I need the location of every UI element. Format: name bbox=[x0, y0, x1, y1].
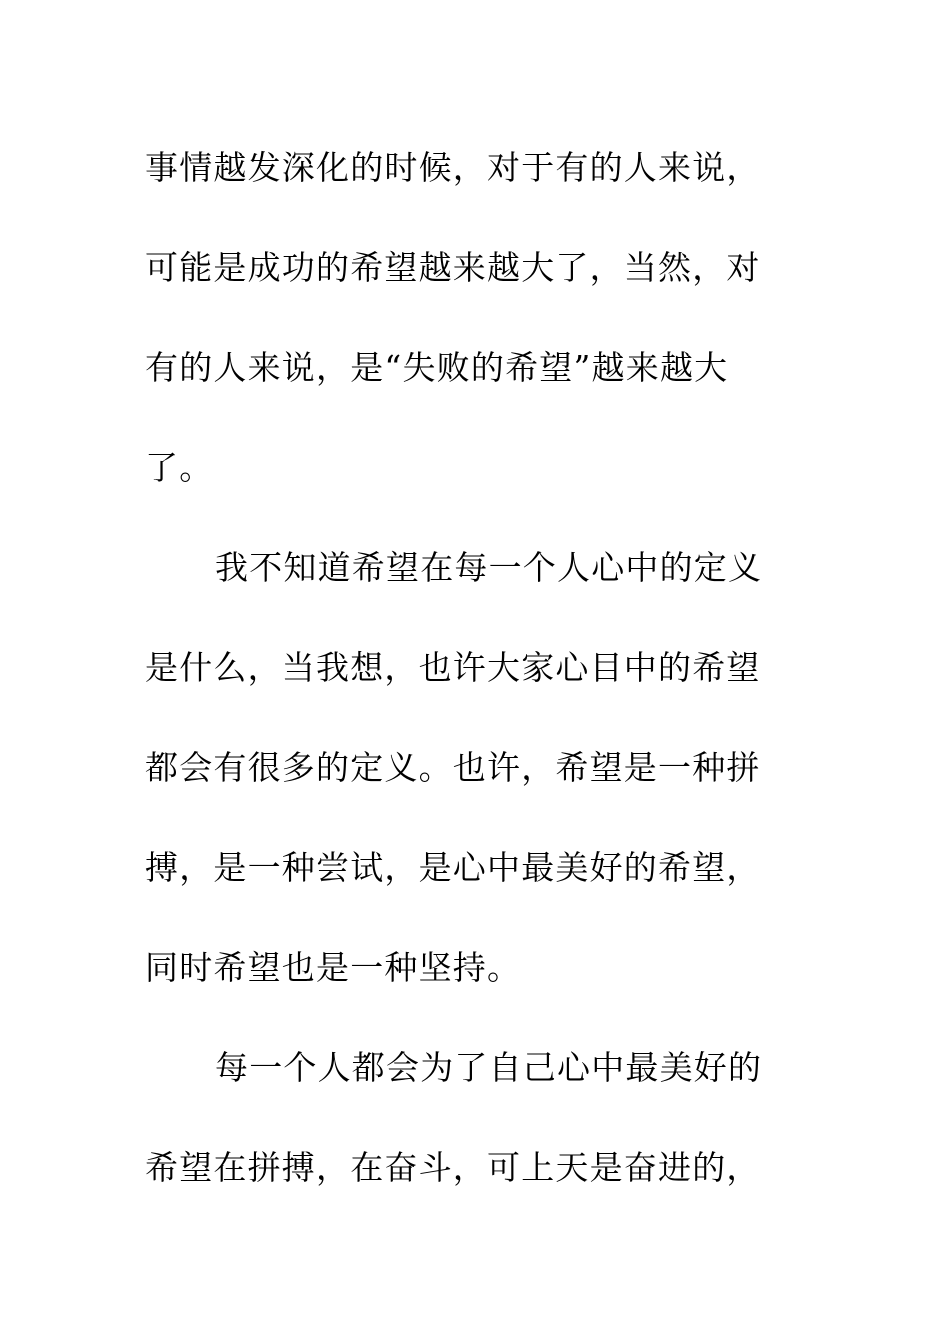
text-line: 搏，是一种尝试，是心中最美好的希望， bbox=[145, 848, 761, 887]
text-line: 了。 bbox=[145, 448, 214, 487]
text-line: 都会有很多的定义。也许，希望是一种拼 bbox=[145, 748, 761, 787]
text-line: 希望在拼搏，在奋斗，可上天是奋进的， bbox=[145, 1148, 761, 1187]
text-line: 是什么，当我想，也许大家心目中的希望 bbox=[145, 648, 761, 687]
text-line: 同时希望也是一种坚持。 bbox=[145, 948, 522, 987]
paragraph-start-line: 每一个人都会为了自己心中最美好的 bbox=[215, 1048, 763, 1087]
text-line: 可能是成功的希望越来越大了，当然，对 bbox=[145, 248, 761, 287]
text-line: 有的人来说，是“失败的希望”越来越大 bbox=[145, 348, 729, 387]
text-line: 事情越发深化的时候，对于有的人来说， bbox=[145, 148, 761, 187]
paragraph-start-line: 我不知道希望在每一个人心中的定义 bbox=[215, 548, 763, 587]
body-text bbox=[145, 118, 785, 1218]
